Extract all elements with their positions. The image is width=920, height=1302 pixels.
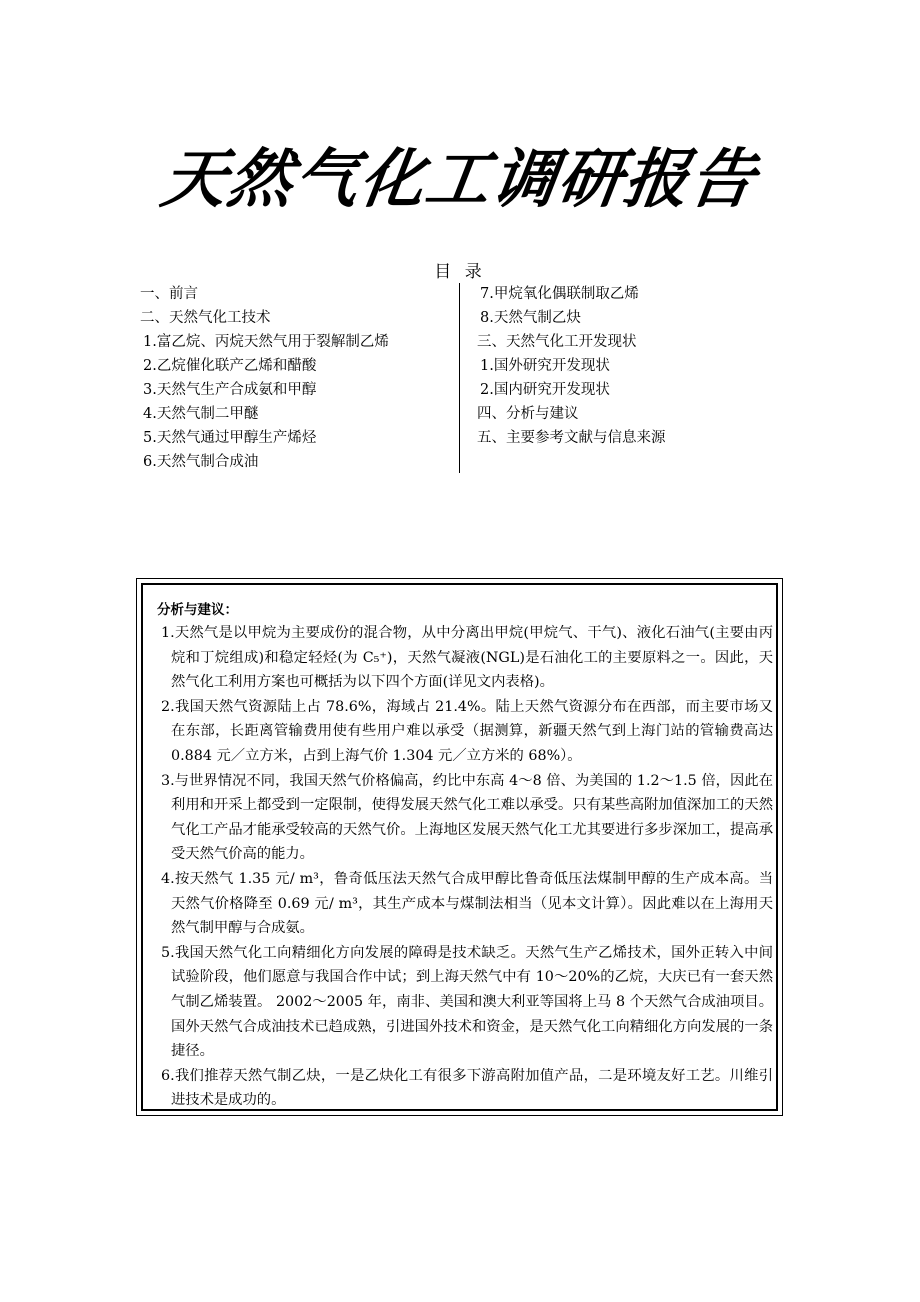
toc-heading: 目 录 [434, 262, 486, 282]
toc-entry: 1.富乙烷、丙烷天然气用于裂解制乙烯 [143, 334, 389, 350]
toc-entry: 1.国外研究开发现状 [480, 358, 610, 374]
toc-entry: 一、前言 [140, 286, 198, 302]
summary-item: 3.与世界情况不同，我国天然气价格偏高，约比中东高 4～8 倍、为美国的 1.2～1.5 倍，因此在利用和开采上都受到一定限制，使得发展天然气化工难以承受。只有某些高附加值深加工的天然气化工产品才能承受较高的天然气价。上海地区发展天然气化工尤其要进行多步深加工，提高承受天然气价高的能力。 [161, 772, 773, 863]
toc-entry: 5.天然气通过甲醇生产烯烃 [143, 430, 317, 446]
summary-item: 1.天然气是以甲烷为主要成份的混合物，从中分离出甲烷(甲烷气、干气)、液化石油气(主要由丙烷和丁烷组成)和稳定轻烃(为 C₅⁺)，天然气凝液(NGL)是石油化工的主要原料之一。因此，天然气化工利用方案也可概括为以下四个方面(详见文内表格)。 [161, 625, 773, 691]
toc-right-column [477, 282, 797, 450]
toc-entry: 6.天然气制合成油 [143, 454, 259, 470]
toc-entry: 2.乙烷催化联产乙烯和醋酸 [143, 358, 317, 374]
toc-left-column [140, 282, 450, 474]
toc-entry: 三、天然气化工开发现状 [477, 334, 637, 350]
toc-entry: 2.国内研究开发现状 [480, 382, 610, 398]
toc-entry: 4.天然气制二甲醚 [143, 406, 259, 422]
summary-item: 6.我们推荐天然气制乙炔，一是乙炔化工有很多下游高附加值产品，二是环境友好工艺。川维引进技术是成功的。 [161, 1067, 773, 1109]
toc-entry: 7.甲烷氧化偶联制取乙烯 [480, 286, 639, 302]
toc-divider [459, 283, 460, 473]
toc-entry: 二、天然气化工技术 [140, 310, 271, 326]
document-title: 天然气化工调研报告 [156, 143, 762, 217]
toc-entry: 四、分析与建议 [477, 406, 579, 422]
summary-item: 4.按天然气 1.35 元/ m³，鲁奇低压法天然气合成甲醇比鲁奇低压法煤制甲醇的生产成本高。当天然气价格降至 0.69 元/ m³，其生产成本与煤制法相当（见本文计算）。因此难以在上海用天然气制甲醇与合成氨。 [161, 870, 773, 937]
summary-title: 分析与建议： [157, 602, 238, 618]
summary-item: 2.我国天然气资源陆上占 78.6%，海域占 21.4%。陆上天然气资源分布在西部，而主要市场又在东部，长距离管输费用使有些用户难以承受（据测算，新疆天然气到上海门站的管输费高达 0.884 元／立方米，占到上海气价 1.304 元／立方米的 68%）。 [161, 698, 773, 764]
summary-item: 5.我国天然气化工向精细化方向发展的障碍是技术缺乏。天然气生产乙烯技术，国外正转入中间试验阶段，他们愿意与我国合作中试；到上海天然气中有 10～20%的乙烷，大庆已有一套天然气制乙烯装置。 2002～2005 年，南非、美国和澳大利亚等国将上马 8 个天然气合成油项目。国外天然气合成油技术已趋成熟，引进国外技术和资金，是天然气化工向精细化方向发展的一条捷径。 [161, 944, 773, 1060]
summary-box-inner [141, 583, 778, 1111]
summary-box [136, 578, 783, 1116]
toc-entry: 五、主要参考文献与信息来源 [477, 430, 666, 446]
summary-list [161, 621, 773, 1113]
toc-entry: 3.天然气生产合成氨和甲醇 [143, 382, 317, 398]
toc-entry: 8.天然气制乙炔 [480, 310, 581, 326]
